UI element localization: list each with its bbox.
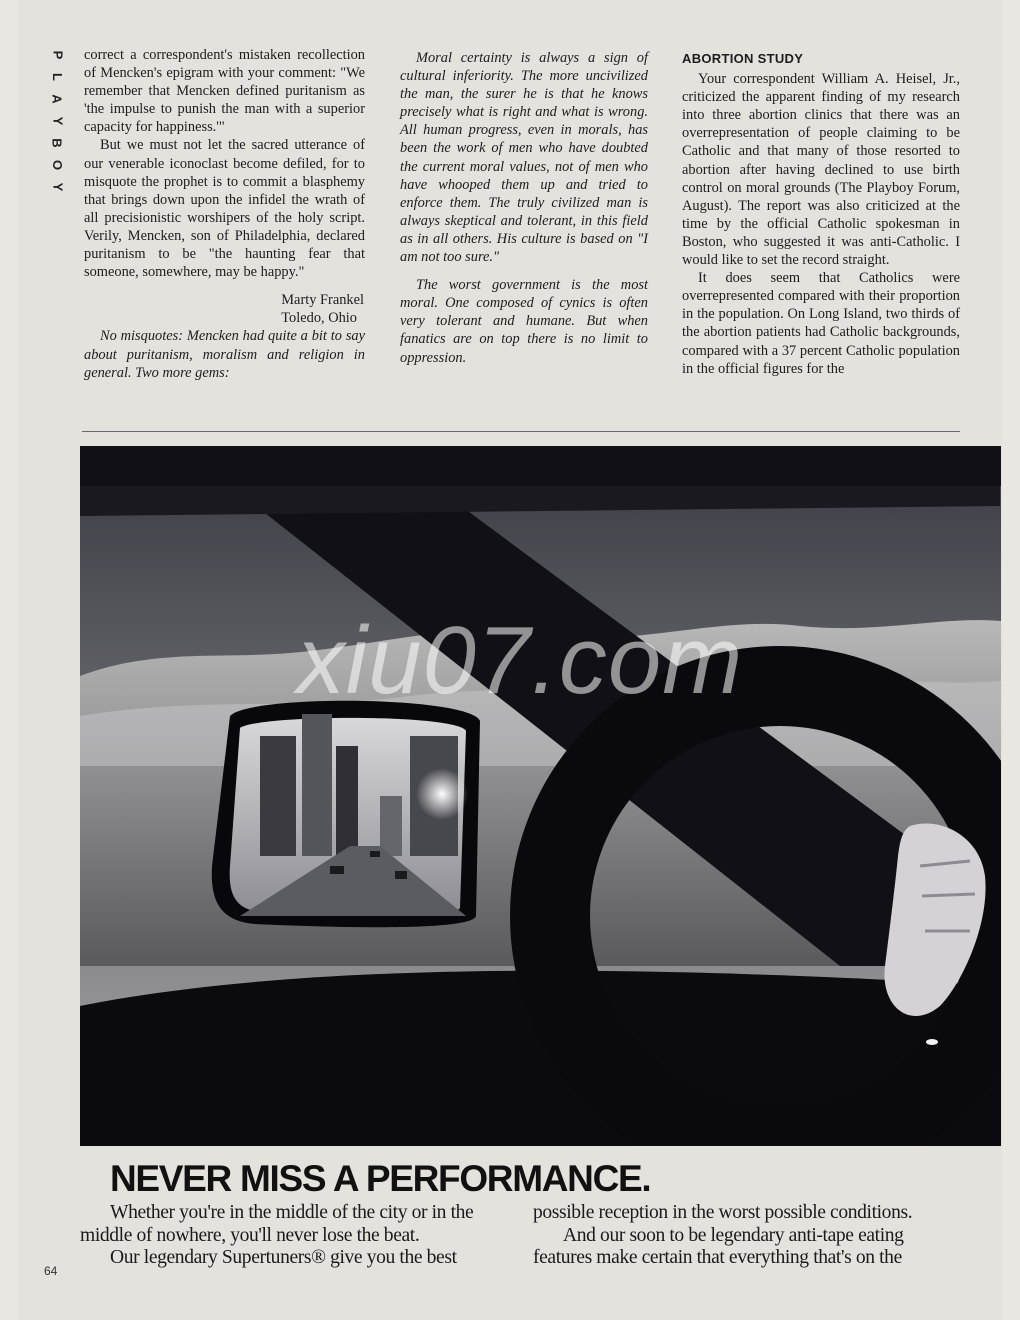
- mencken-quote: The worst government is the most moral. One composed of cynics is often very tolerant and humane. But when fanatics are on top there is no limit to oppression.: [400, 277, 648, 366]
- ad-copy-right: [533, 1202, 963, 1270]
- letter-paragraph: But we must not let the sacred utterance of our venerable iconoclast become defiled, for to misquote the prophet is to commit a blasphemy that brings down upon the infidel the wrath of all precisionistic worshipers of the holy script. Verily, Mencken, son of Philadelphia, declared puritanism to be "the haunting fear that someone, somewhere, may be happy.": [84, 137, 365, 281]
- brand-letter: P: [49, 50, 65, 60]
- car-interior-illustration: [80, 446, 1001, 1146]
- letter-paragraph: Your correspondent William A. Heisel, Jr., criticized the apparent finding of my research into three abortion clinics that there was an overrepresentation of people claiming to be Catholic and that many of those resorted to abortion after having declined to use birth control on moral grounds (The Playboy Forum, August). The report was also criticized at the time by the official Catholic spokesman in Boston, who suggested it was anti-Catholic. I would like to set the record straight.: [682, 71, 960, 269]
- signature-name: Marty Frankel: [281, 292, 364, 309]
- brand-letter: O: [50, 159, 65, 171]
- letter-column-3: [682, 46, 960, 378]
- ad-paragraph: Whether you're in the middle of the city or in the middle of nowhere, you'll never lose the beat.: [80, 1202, 474, 1246]
- brand-letter: Y: [49, 182, 65, 192]
- letter-paragraph: It does seem that Catholics were overrepresented compared with their proportion in the population. On Long Island, two thirds of the abortion patients had Catholic backgrounds, compared with a 37 percent Catholic population in the official figures for the: [682, 270, 960, 377]
- magazine-name-vertical: [44, 44, 70, 198]
- column-divider-rule: [82, 431, 960, 432]
- advertisement-photo: [80, 446, 1001, 1146]
- section-heading: ABORTION STUDY: [682, 51, 804, 66]
- signature-place: Toledo, Ohio: [281, 310, 357, 327]
- ad-paragraph: possible reception in the worst possible conditions.: [533, 1202, 913, 1223]
- ad-headline: NEVER MISS A PERFORMANCE.: [110, 1158, 651, 1199]
- letter-paragraph: correct a correspondent's mistaken recollection of Mencken's epigram with your comment: "We remember that Mencken defined puritanism as 'the impulse to punish the man with a superior capacity for happiness.'": [84, 47, 365, 136]
- brand-letter: Y: [49, 116, 65, 126]
- brand-letter: B: [49, 138, 65, 148]
- page-number: 64: [44, 1264, 58, 1278]
- brand-letter: L: [49, 73, 65, 81]
- ad-copy-left: [80, 1202, 510, 1270]
- editor-reply: No misquotes: Mencken had quite a bit to say about puritanism, moralism and religion in general. Two more gems:: [84, 328, 365, 381]
- letter-column-2: [400, 46, 648, 367]
- ad-paragraph: Our legendary Supertuners® give you the best: [110, 1247, 457, 1268]
- ad-paragraph: And our soon to be legendary anti-tape eating features make certain that everything that's on the: [533, 1224, 904, 1268]
- brand-letter: A: [49, 94, 65, 104]
- letter-column-1: [84, 46, 365, 382]
- mencken-quote: Moral certainty is always a sign of cultural inferiority. The more uncivilized the man, the surer he is that he knows precisely what is right and what is wrong. All human progress, even in morals, has been the work of men who have doubted the current moral values, not of men who have whooped them up and tried to enforce them. The truly civilized man is always skeptical and tolerant, in this field as in all others. His culture is based on "I am not too sure.": [400, 50, 648, 266]
- watermark: xiu07.com: [296, 607, 744, 714]
